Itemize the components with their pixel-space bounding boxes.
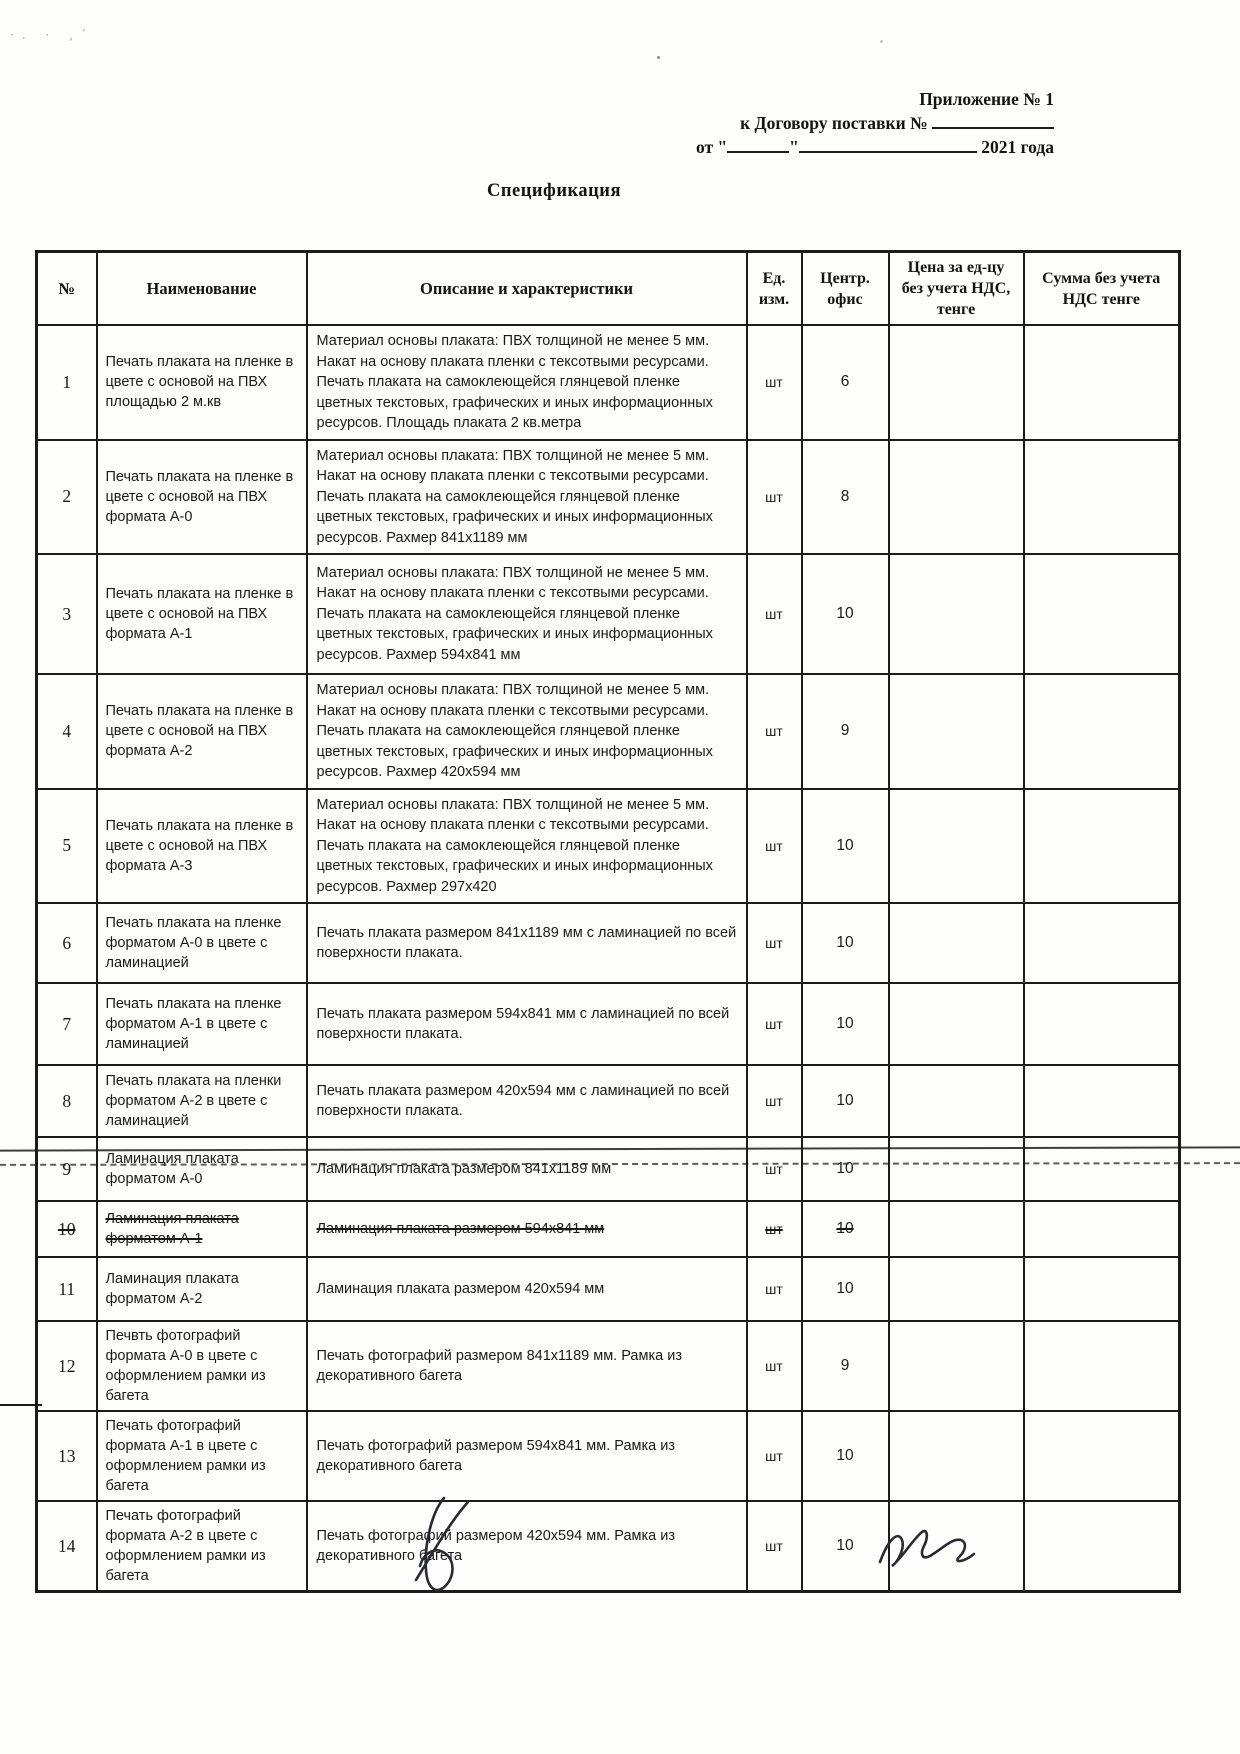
sum-cell [1024, 1411, 1180, 1501]
item-name: Печать плаката на пленке форматом А-1 в цвете с ламинацией [97, 983, 307, 1065]
table-row [37, 554, 1180, 674]
item-description: Печать фотографий размером 841х1189 мм. Рамка из декоративного багета [307, 1321, 747, 1411]
unit-cell: шт [747, 440, 802, 555]
office-qty-cell: 10 [802, 1411, 889, 1501]
price-cell [889, 1321, 1024, 1411]
unit-cell: шт [747, 325, 802, 440]
row-number: 3 [37, 554, 97, 674]
office-qty-cell: 9 [802, 1321, 889, 1411]
header-office: Центр. офис [802, 252, 889, 326]
office-qty-cell: 6 [802, 325, 889, 440]
table-row [37, 1411, 1180, 1501]
header-sum: Сумма без учета НДС тенге [1024, 252, 1180, 326]
unit-cell: шт [747, 1201, 802, 1257]
table-row [37, 903, 1180, 983]
item-description: Ламинация плаката размером 420х594 мм [307, 1257, 747, 1321]
item-name: Печвть фотографий формата А-0 в цвете с оформлением рамки из багета [97, 1321, 307, 1411]
sum-cell [1024, 1321, 1180, 1411]
signature-right [872, 1518, 982, 1587]
item-name: Печать плаката на пленке в цвете с основой на ПВХ формата А-1 [97, 554, 307, 674]
pencil-marks: ·. · ⸲΄ [10, 28, 95, 42]
header-num: № [37, 252, 97, 326]
contract-number-line: к Договору поставки № [696, 112, 1054, 134]
office-qty-cell: 10 [802, 903, 889, 983]
sum-cell [1024, 1201, 1180, 1257]
row-number: 10 [37, 1201, 97, 1257]
item-description: Материал основы плаката: ПВХ толщиной не менее 5 мм. Накат на основу плаката пленки с тексотвыми ресурсами. Печать плаката на самоклеющейся глянцевой пленке цветных текстовых, графических и иных информационных ресурсов. Рахмер 297х420 [307, 789, 747, 904]
header-price: Цена за ед-цу без учета НДС, тенге [889, 252, 1024, 326]
price-cell [889, 1257, 1024, 1321]
office-qty-cell: 10 [802, 789, 889, 904]
item-description: Печать плаката размером 841х1189 мм с ламинацией по всей поверхности плаката. [307, 903, 747, 983]
price-cell [889, 674, 1024, 789]
row-number: 13 [37, 1411, 97, 1501]
unit-cell: шт [747, 674, 802, 789]
item-name: Печать плаката на пленке в цвете с основой на ПВХ площадью 2 м.кв [97, 325, 307, 440]
price-cell [889, 325, 1024, 440]
item-description: Печать плаката размером 594х841 мм с ламинацией по всей поверхности плаката. [307, 983, 747, 1065]
row-number: 5 [37, 789, 97, 904]
sum-cell [1024, 325, 1180, 440]
document-header [696, 88, 1054, 160]
table-row [37, 1501, 1180, 1592]
price-cell [889, 983, 1024, 1065]
office-qty-cell: 8 [802, 440, 889, 555]
row-number: 2 [37, 440, 97, 555]
sum-cell [1024, 440, 1180, 555]
row-number: 14 [37, 1501, 97, 1592]
header-unit: Ед. изм. [747, 252, 802, 326]
item-name: Ламинация плаката форматом А-1 [97, 1201, 307, 1257]
scan-margin-line [0, 1404, 42, 1406]
office-qty-cell: 10 [802, 1137, 889, 1201]
row-number: 12 [37, 1321, 97, 1411]
office-qty-cell: 10 [802, 983, 889, 1065]
item-description: Материал основы плаката: ПВХ толщиной не менее 5 мм. Накат на основу плаката пленки с тексотвыми ресурсами. Печать плаката на самоклеющейся глянцевой пленке цветных текстовых, графических и иных информационных ресурсов. Площадь плаката 2 кв.метра [307, 325, 747, 440]
sum-cell [1024, 1257, 1180, 1321]
table-row [37, 1065, 1180, 1137]
item-description: Материал основы плаката: ПВХ толщиной не менее 5 мм. Накат на основу плаката пленки с тексотвыми ресурсами. Печать плаката на самоклеющейся глянцевой пленке цветных текстовых, графических и иных информационных ресурсов. Рахмер 420х594 мм [307, 674, 747, 789]
sum-cell [1024, 674, 1180, 789]
unit-cell: шт [747, 1321, 802, 1411]
unit-cell: шт [747, 789, 802, 904]
sum-cell [1024, 903, 1180, 983]
item-name: Ламинация плаката форматом А-0 [97, 1137, 307, 1201]
item-name: Печать плаката на пленке форматом А-0 в цвете с ламинацией [97, 903, 307, 983]
unit-cell: шт [747, 1501, 802, 1592]
unit-cell: шт [747, 1137, 802, 1201]
unit-cell: шт [747, 1065, 802, 1137]
office-qty-cell: 10 [802, 1257, 889, 1321]
table-row [37, 789, 1180, 904]
table-row [37, 325, 1180, 440]
blank-line [799, 137, 977, 153]
signature-left [398, 1492, 488, 1607]
item-name: Печать фотографий формата А-2 в цвете с оформлением рамки из багета [97, 1501, 307, 1592]
item-description: Материал основы плаката: ПВХ толщиной не менее 5 мм. Накат на основу плаката пленки с тексотвыми ресурсами. Печать плаката на самоклеющейся глянцевой пленке цветных текстовых, графических и иных информационных ресурсов. Рахмер 841х1189 мм [307, 440, 747, 555]
item-description: Ламинация плаката размером 594х841 мм [307, 1201, 747, 1257]
contract-date-line: от " " 2021 года [695, 137, 1054, 157]
office-qty-cell: 10 [802, 1065, 889, 1137]
page-title: Спецификация [487, 181, 621, 201]
blank-line [932, 113, 1054, 129]
row-number: 8 [37, 1065, 97, 1137]
scan-speck [880, 40, 883, 43]
item-description: Печать плаката размером 420х594 мм с ламинацией по всей поверхности плаката. [307, 1065, 747, 1137]
office-qty-cell: 10 [802, 1501, 889, 1592]
appendix-title: Приложение № 1 [919, 89, 1054, 109]
sum-cell [1024, 1065, 1180, 1137]
row-number: 11 [37, 1257, 97, 1321]
header-description: Описание и характеристики [307, 252, 747, 326]
item-description: Ламинация плаката размером 841х1189 мм [307, 1137, 747, 1201]
item-name: Ламинация плаката форматом А-2 [97, 1257, 307, 1321]
row-number: 1 [37, 325, 97, 440]
sum-cell [1024, 554, 1180, 674]
table-header-row [37, 252, 1180, 326]
office-qty-cell: 10 [802, 1201, 889, 1257]
price-cell [889, 903, 1024, 983]
row-number: 4 [37, 674, 97, 789]
table-row [37, 1257, 1180, 1321]
scan-speck [657, 56, 660, 59]
table-row [37, 440, 1180, 555]
table-row-struck [37, 1201, 1180, 1257]
table-row [37, 1321, 1180, 1411]
unit-cell: шт [747, 554, 802, 674]
specification-table [35, 250, 1181, 1593]
item-name: Печать фотографий формата А-1 в цвете с оформлением рамки из багета [97, 1411, 307, 1501]
row-number: 6 [37, 903, 97, 983]
sum-cell [1024, 983, 1180, 1065]
unit-cell: шт [747, 903, 802, 983]
price-cell [889, 554, 1024, 674]
blank-line [727, 137, 789, 153]
row-number: 7 [37, 983, 97, 1065]
item-name: Печать плаката на пленке в цвете с основой на ПВХ формата А-0 [97, 440, 307, 555]
header-name: Наименование [97, 252, 307, 326]
price-cell [889, 1201, 1024, 1257]
sum-cell [1024, 1501, 1180, 1592]
price-cell [889, 440, 1024, 555]
table-row [37, 674, 1180, 789]
row-number: 9 [37, 1137, 97, 1201]
price-cell [889, 1411, 1024, 1501]
office-qty-cell: 10 [802, 554, 889, 674]
item-description: Печать фотографий размером 420х594 мм. Рамка из декоративного багета [307, 1501, 747, 1592]
item-description: Печать фотографий размером 594х841 мм. Рамка из декоративного багета [307, 1411, 747, 1501]
item-name: Печать плаката на пленки форматом А-2 в цвете с ламинацией [97, 1065, 307, 1137]
price-cell [889, 789, 1024, 904]
item-name: Печать плаката на пленке в цвете с основой на ПВХ формата А-3 [97, 789, 307, 904]
unit-cell: шт [747, 1257, 802, 1321]
item-description: Материал основы плаката: ПВХ толщиной не менее 5 мм. Накат на основу плаката пленки с тексотвыми ресурсами. Печать плаката на самоклеющейся глянцевой пленке цветных текстовых, графических и иных информационных ресурсов. Рахмер 594х841 мм [307, 554, 747, 674]
unit-cell: шт [747, 983, 802, 1065]
unit-cell: шт [747, 1411, 802, 1501]
sum-cell [1024, 789, 1180, 904]
office-qty-cell: 9 [802, 674, 889, 789]
item-name: Печать плаката на пленке в цвете с основой на ПВХ формата А-2 [97, 674, 307, 789]
table-row [37, 983, 1180, 1065]
price-cell [889, 1065, 1024, 1137]
